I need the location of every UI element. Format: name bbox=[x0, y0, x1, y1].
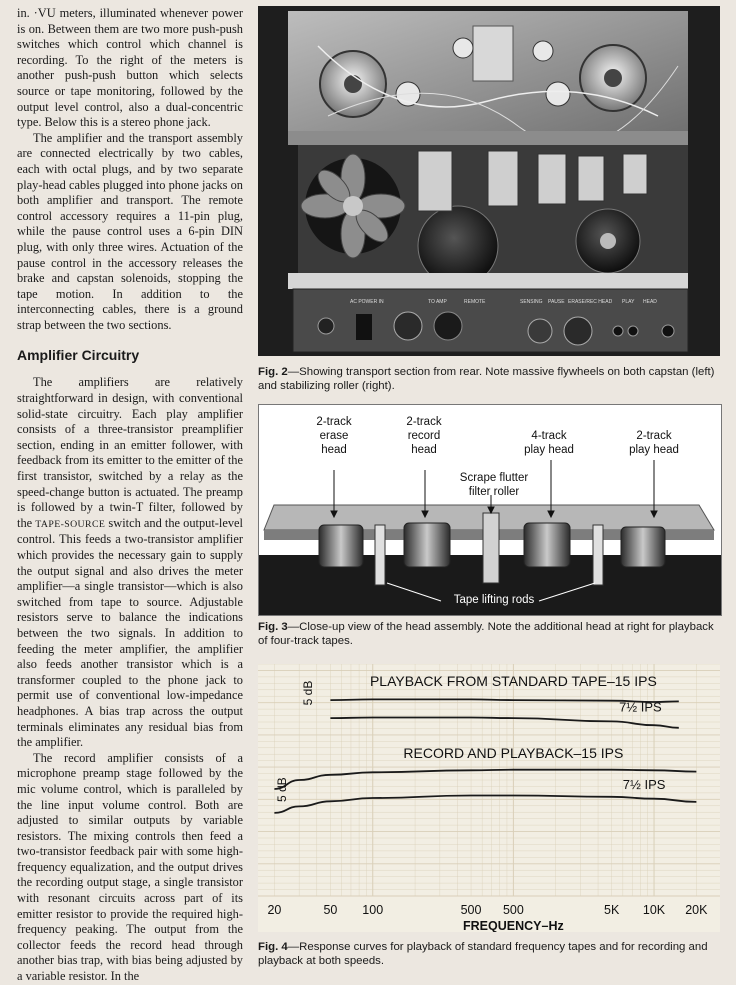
response-curve-chart bbox=[258, 664, 720, 932]
tape-source-switch-name: TAPE-SOURCE bbox=[35, 518, 106, 530]
fig3-caption bbox=[258, 620, 720, 648]
fig3-caption-label: Fig. 3 bbox=[258, 621, 288, 633]
series-label-4: 7½ IPS bbox=[622, 777, 666, 793]
scale-label-5db: 5 dB bbox=[301, 680, 315, 706]
panel-label-erase-rec: ERASE/REC HEAD bbox=[568, 299, 613, 305]
left-text-column bbox=[17, 6, 243, 985]
fig4-caption-label: Fig. 4 bbox=[258, 941, 288, 953]
x-axis-title: FREQUENCY–Hz bbox=[463, 919, 564, 932]
x-tick-label: 500 bbox=[460, 903, 482, 917]
label-scrape-flutter: Scrape flutter filter roller bbox=[459, 472, 529, 498]
panel-label-sensing: SENSING bbox=[520, 299, 543, 305]
transport-photo bbox=[258, 6, 720, 356]
panel-label-head: HEAD bbox=[643, 299, 657, 305]
transport-illustration bbox=[258, 6, 720, 356]
paragraph-amplifiers bbox=[17, 375, 243, 750]
label-4track-play: 4-track play head bbox=[524, 430, 574, 456]
panel-label-ac-power: AC POWER IN bbox=[350, 299, 384, 305]
label-erase-head: 2-track erase head bbox=[316, 416, 352, 456]
paragraph-vu-meters: in. ·VU meters, illuminated whenever power is on. Between them are two more push-push switches which control which channel is recording. To the right of the meters is another push-push button which selects source or tape monitoring, followed by the output level control, also a dual-concentric type. Below this is a stereo phone jack. bbox=[17, 6, 243, 130]
x-tick-label: 50 bbox=[323, 903, 338, 917]
paragraph-record-amp: The record amplifier consists of a microphone preamp stage followed by the mic volume control, which is paralleled by the line input volume control. Both are adjusted to similar outputs by variable resistors. The mixing controls then feed a two-transistor feedback pair with some high-frequency equalization, and the output drives the recording output stage, a single transistor with resonant circuits across part of its emitter resistor to provide the required high-frequency peaking. The output from the collector feeds the record head through another bias trap, with bias being adjusted by a variable resistor. In the bbox=[17, 750, 243, 984]
x-tick-label: 20 bbox=[267, 903, 282, 917]
label-2track-play: 2-track play head bbox=[629, 430, 679, 456]
panel-label-remote: REMOTE bbox=[464, 299, 486, 305]
panel-label-pause: PAUSE bbox=[548, 299, 565, 305]
x-tick-label: 500 bbox=[502, 903, 524, 917]
x-tick-label: 10K bbox=[642, 903, 666, 917]
response-curve-svg bbox=[258, 664, 720, 932]
series-label-3: RECORD AND PLAYBACK–15 IPS bbox=[403, 745, 624, 762]
fig2-caption bbox=[258, 365, 720, 393]
label-tape-lifting-rods: Tape lifting rods bbox=[453, 594, 535, 606]
series-label-2: 7½ IPS bbox=[619, 699, 662, 715]
fig2-caption-text: —Showing transport section from rear. Note massive flywheels on both capstan (left) and stabilizing roller (right). bbox=[258, 366, 715, 392]
paragraph-amplifiers-a: The amplifiers are relatively straightforward in design, with conventional solid-state circuitry. Each play amplifier consists of a three-transistor preamplifier section, ending in an emitter follower, with feedback from its emitter to the emitter of the first transistor, switched by a relay as the speed-change button is actuated. The preamp is followed by a twin-T filter, followed by the bbox=[17, 375, 243, 530]
section-heading: Amplifier Circuitry bbox=[17, 347, 140, 364]
paragraph-interconnect: The amplifier and the transport assembly are connected electrically by two cables, each with octal plugs, and by two separate play-head cables plugged into phone jacks on both amplifier and transport. The remote control accessory requires a 11-pin plug, while the pause control uses a 6-pin DIN plug, with only three wires. Actuation of the pause control in the accessory releases the brake and capstan solenoids, stopping the tape motion. In addition to the interconnecting cables, there is a ground strap between the two sections. bbox=[17, 130, 243, 332]
fig4-caption bbox=[258, 940, 720, 968]
x-tick-label: 5K bbox=[604, 903, 620, 917]
panel-label-play: PLAY bbox=[622, 299, 635, 305]
fig2-caption-label: Fig. 2 bbox=[258, 366, 288, 378]
x-tick-label: 100 bbox=[362, 903, 384, 917]
label-record-head: 2-track record head bbox=[406, 416, 442, 456]
series-label-1: PLAYBACK FROM STANDARD TAPE–15 IPS bbox=[369, 672, 657, 689]
scale-label-5db: 5 dB bbox=[275, 777, 289, 803]
x-tick-label: 20K bbox=[685, 903, 708, 917]
fig4-caption-text: —Response curves for playback of standard frequency tapes and for recording and playback at both speeds. bbox=[258, 941, 708, 967]
head-assembly-figure bbox=[258, 404, 722, 616]
paragraph-amplifiers-b: switch and the output-level control. This feeds a two-transistor amplifier which provides the necessary gain to supply the output signal and also drives the meter amplifier—a single transistor—which is also switched from tape to source. Adjustable resistors serve to balance the indications between the two signals. In addition to feeding the meter amplifier, the amplifier also feeds another transistor which is a transformer coupled to the phone jack to permit use of conventional low-impedance headphones. A bias trap across the output terminals eliminates any residual bias from the amplifier. bbox=[17, 515, 244, 750]
fig3-caption-text: —Close-up view of the head assembly. Note the additional head at right for playback of four-track tapes. bbox=[258, 621, 714, 647]
panel-label-to-amp: TO AMP bbox=[428, 299, 447, 305]
